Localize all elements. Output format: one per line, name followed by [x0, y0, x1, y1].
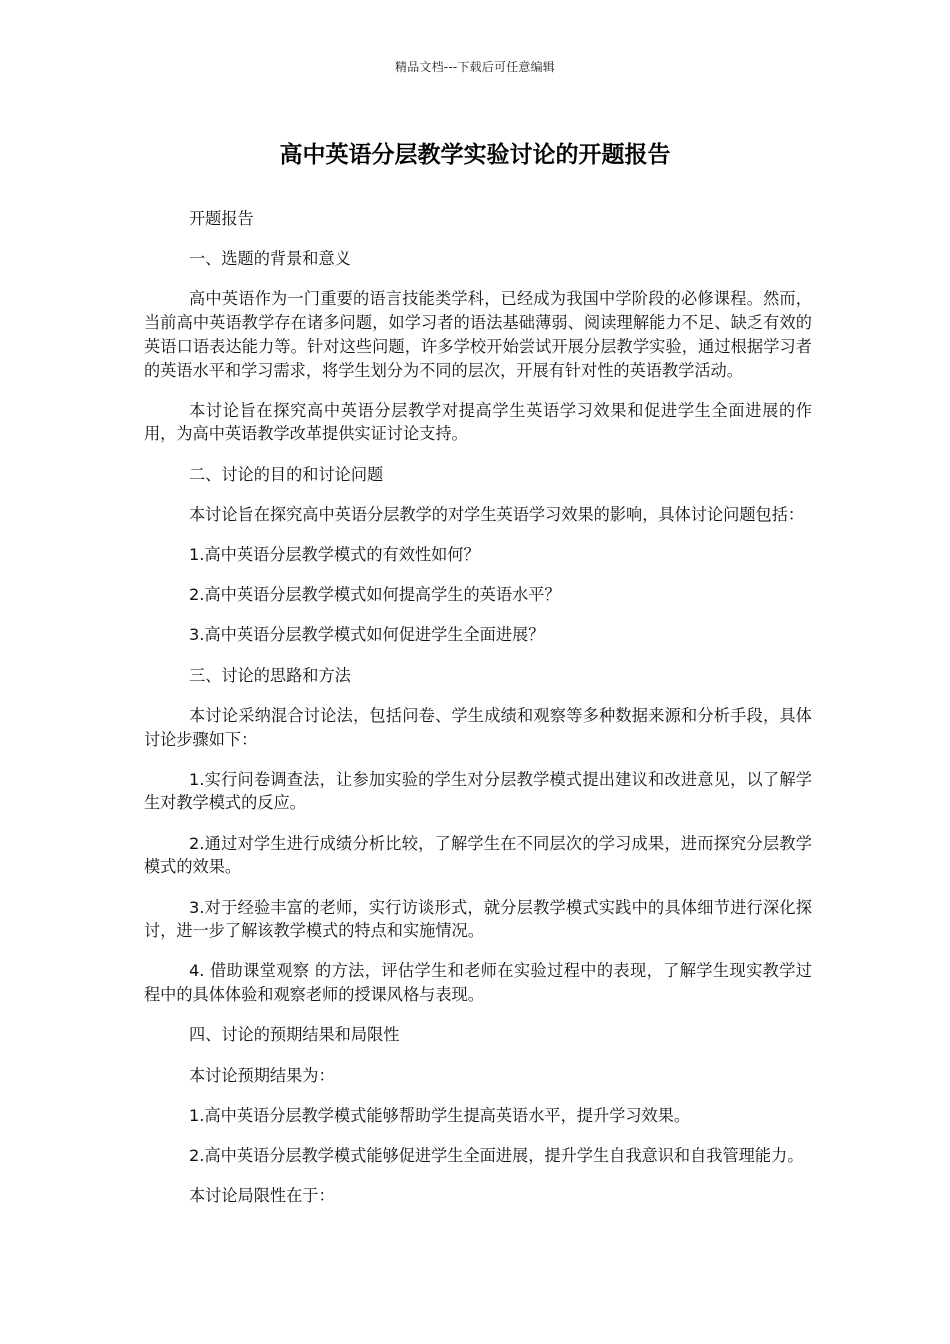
paragraph-purpose: 本讨论旨在探究高中英语分层教学对提高学生英语学习效果和促进学生全面进展的作用，为高中英语教学改革提供实证讨论支持。	[144, 400, 812, 444]
paragraph-expected-results: 本讨论预期结果为：	[189, 1065, 335, 1085]
section-label-report: 开题报告	[189, 209, 254, 228]
list-item-method-1: 1.实行问卷调查法，让参加实验的学生对分层教学模式提出建议和改进意见，以了解学生对教学模式的反应。	[144, 769, 812, 813]
list-item-method-4: 4. 借助课堂观察 的方法，评估学生和老师在实验过程中的表现，了解学生现实教学过程中的具体体验和观察老师的授课风格与表现。	[144, 961, 812, 1005]
document-title: 高中英语分层教学实验讨论的开题报告	[279, 142, 671, 168]
paragraph-methods: 本讨论采纳混合讨论法，包括问卷、学生成绩和观察等多种数据来源和分析手段，具体讨论步骤如下：	[144, 705, 812, 749]
paragraph-background: 高中英语作为一门重要的语言技能类学科，已经成为我国中学阶段的必修课程。然而，当前高中英语教学存在诸多问题，如学习者的语法基础薄弱、阅读理解能力不足、缺乏有效的英语口语表达能力等。针对这些问题，许多学校开始尝试开展分层教学实验，通过根据学习者的英语水平和学习需求，将学生划分为不同的层次，开展有针对性的英语教学活动。	[144, 289, 812, 380]
list-item-result-1: 1.高中英语分层教学模式能够帮助学生提高英语水平，提升学习效果。	[189, 1105, 691, 1125]
list-item-question-2: 2.高中英语分层教学模式如何提高学生的英语水平？	[189, 585, 561, 605]
list-item-question-3: 3.高中英语分层教学模式如何促进学生全面进展？	[189, 625, 545, 645]
paragraph-limitations: 本讨论局限性在于：	[189, 1186, 335, 1206]
list-item-method-2: 2.通过对学生进行成绩分析比较，了解学生在不同层次的学习成果，进而探究分层教学模式的效果。	[144, 833, 812, 877]
paragraph-objectives: 本讨论旨在探究高中英语分层教学的对学生英语学习效果的影响，具体讨论问题包括：	[189, 504, 805, 524]
section-heading-objectives: 二、讨论的目的和讨论问题	[189, 464, 384, 484]
document-body	[144, 207, 812, 1224]
section-heading-background: 一、选题的背景和意义	[189, 249, 351, 269]
page-header: 精品文档---下载后可任意编辑	[395, 60, 555, 74]
list-item-method-3: 3.对于经验丰富的老师，实行访谈形式，就分层教学模式实践中的具体细节进行深化探讨，进一步了解该教学模式的特点和实施情况。	[144, 897, 812, 941]
section-heading-methods: 三、讨论的思路和方法	[189, 665, 351, 685]
section-heading-results: 四、讨论的预期结果和局限性	[189, 1025, 400, 1045]
list-item-question-1: 1.高中英语分层教学模式的有效性如何？	[189, 545, 480, 565]
list-item-result-2: 2.高中英语分层教学模式能够促进学生全面进展，提升学生自我意识和自我管理能力。	[189, 1145, 804, 1165]
